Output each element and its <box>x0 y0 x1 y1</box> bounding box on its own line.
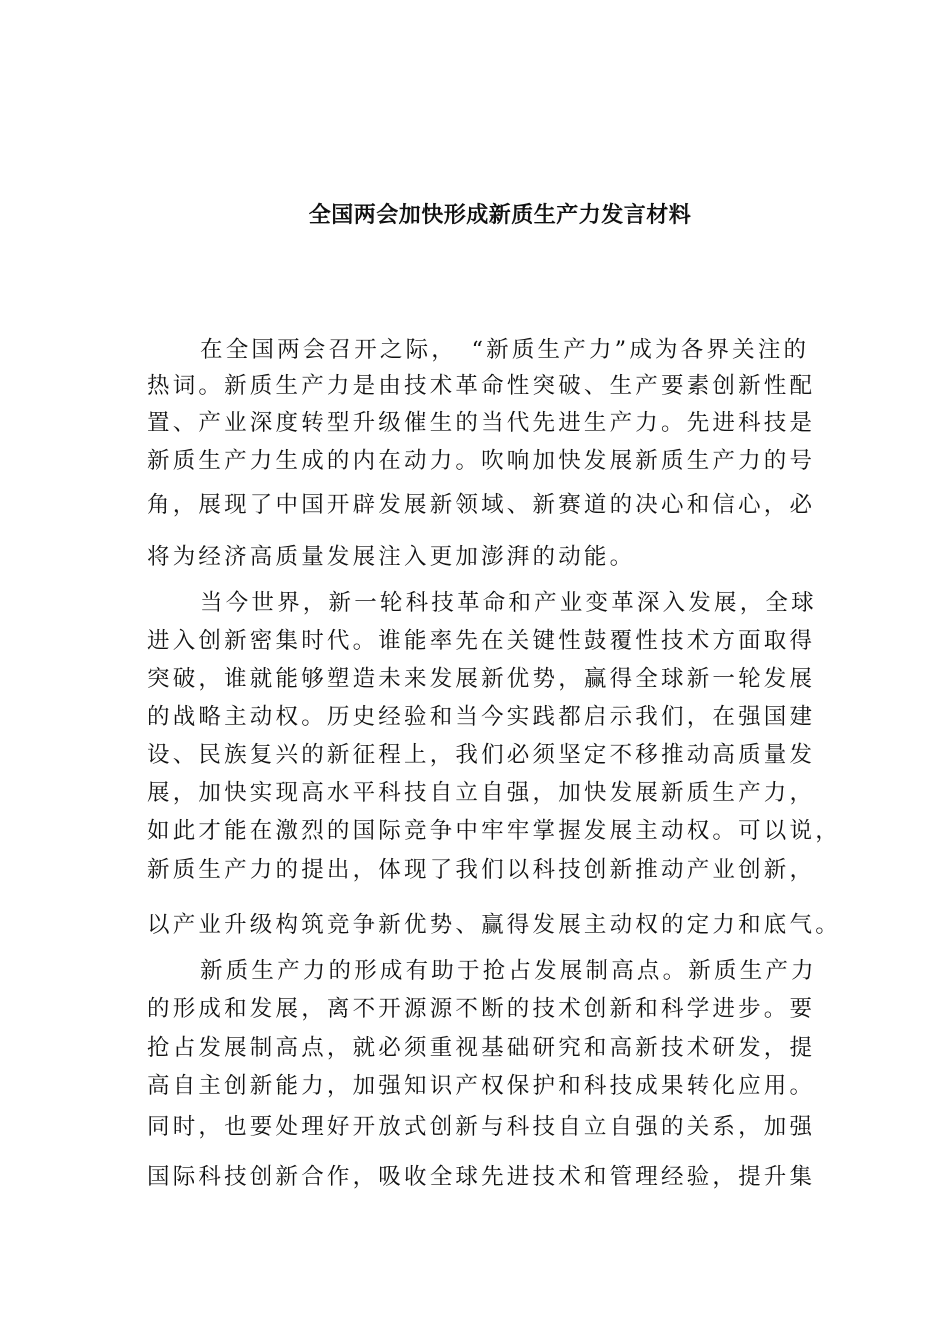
paragraph-1-line-2: 热词。新质生产力是由技术革命性突破、生产要素创新性配 <box>147 373 816 399</box>
paragraph-2-line-9: 以产业升级构筑竞争新优势、赢得发展主动权的定力和底气。 <box>147 912 841 938</box>
document-title: 全国两会加快形成新质生产力发言材料 <box>308 203 692 228</box>
paragraph-3-line-4: 高自主创新能力，加强知识产权保护和科技成果转化应用。 <box>147 1073 816 1099</box>
paragraph-1-line-5: 角，展现了中国开辟发展新领域、新赛道的决心和信心，必 <box>147 492 816 518</box>
paragraph-1-line-4: 新质生产力生成的内在动力。吹响加快发展新质生产力的号 <box>147 448 816 474</box>
paragraph-2-line-8: 新质生产力的提出，体现了我们以科技创新推动产业创新， <box>147 857 816 883</box>
paragraph-3-line-2: 的形成和发展，离不开源源不断的技术创新和科学进步。要 <box>147 996 816 1022</box>
paragraph-3-line-6: 国际科技创新合作，吸收全球先进技术和管理经验，提升集 <box>147 1164 816 1190</box>
paragraph-2-line-2: 进入创新密集时代。谁能率先在关键性鼓覆性技术方面取得 <box>147 628 816 654</box>
paragraph-1-line-1: 在全国两会召开之际， “新质生产力”成为各界关注的 <box>200 337 810 363</box>
paragraph-3-line-1: 新质生产力的形成有助于抢占发展制高点。新质生产力 <box>200 958 817 984</box>
paragraph-3-line-3: 抢占发展制高点，就必须重视基础研究和高新技术研发，提 <box>147 1035 816 1061</box>
paragraph-3-line-5: 同时，也要处理好开放式创新与科技自立自强的关系，加强 <box>147 1114 816 1140</box>
paragraph-2-line-3: 突破，谁就能够塑造未来发展新优势，赢得全球新一轮发展 <box>147 666 816 692</box>
paragraph-2-line-1: 当今世界，新一轮科技革命和产业变革深入发展，全球 <box>200 590 817 616</box>
paragraph-1-line-6: 将为经济高质量发展注入更加澎湃的动能。 <box>147 544 636 570</box>
paragraph-2-line-6: 展，加快实现高水平科技自立自强，加快发展新质生产力， <box>147 780 816 806</box>
paragraph-1-line-3: 置、产业深度转型升级催生的当代先进生产力。先进科技是 <box>147 410 816 436</box>
paragraph-2-line-4: 的战略主动权。历史经验和当今实践都启示我们，在强国建 <box>147 704 816 730</box>
paragraph-2-line-7: 如此才能在激烈的国际竞争中牢牢掌握发展主动权。可以说， <box>147 818 841 844</box>
paragraph-2-line-5: 设、民族复兴的新征程上，我们必须坚定不移推动高质量发 <box>147 742 816 768</box>
